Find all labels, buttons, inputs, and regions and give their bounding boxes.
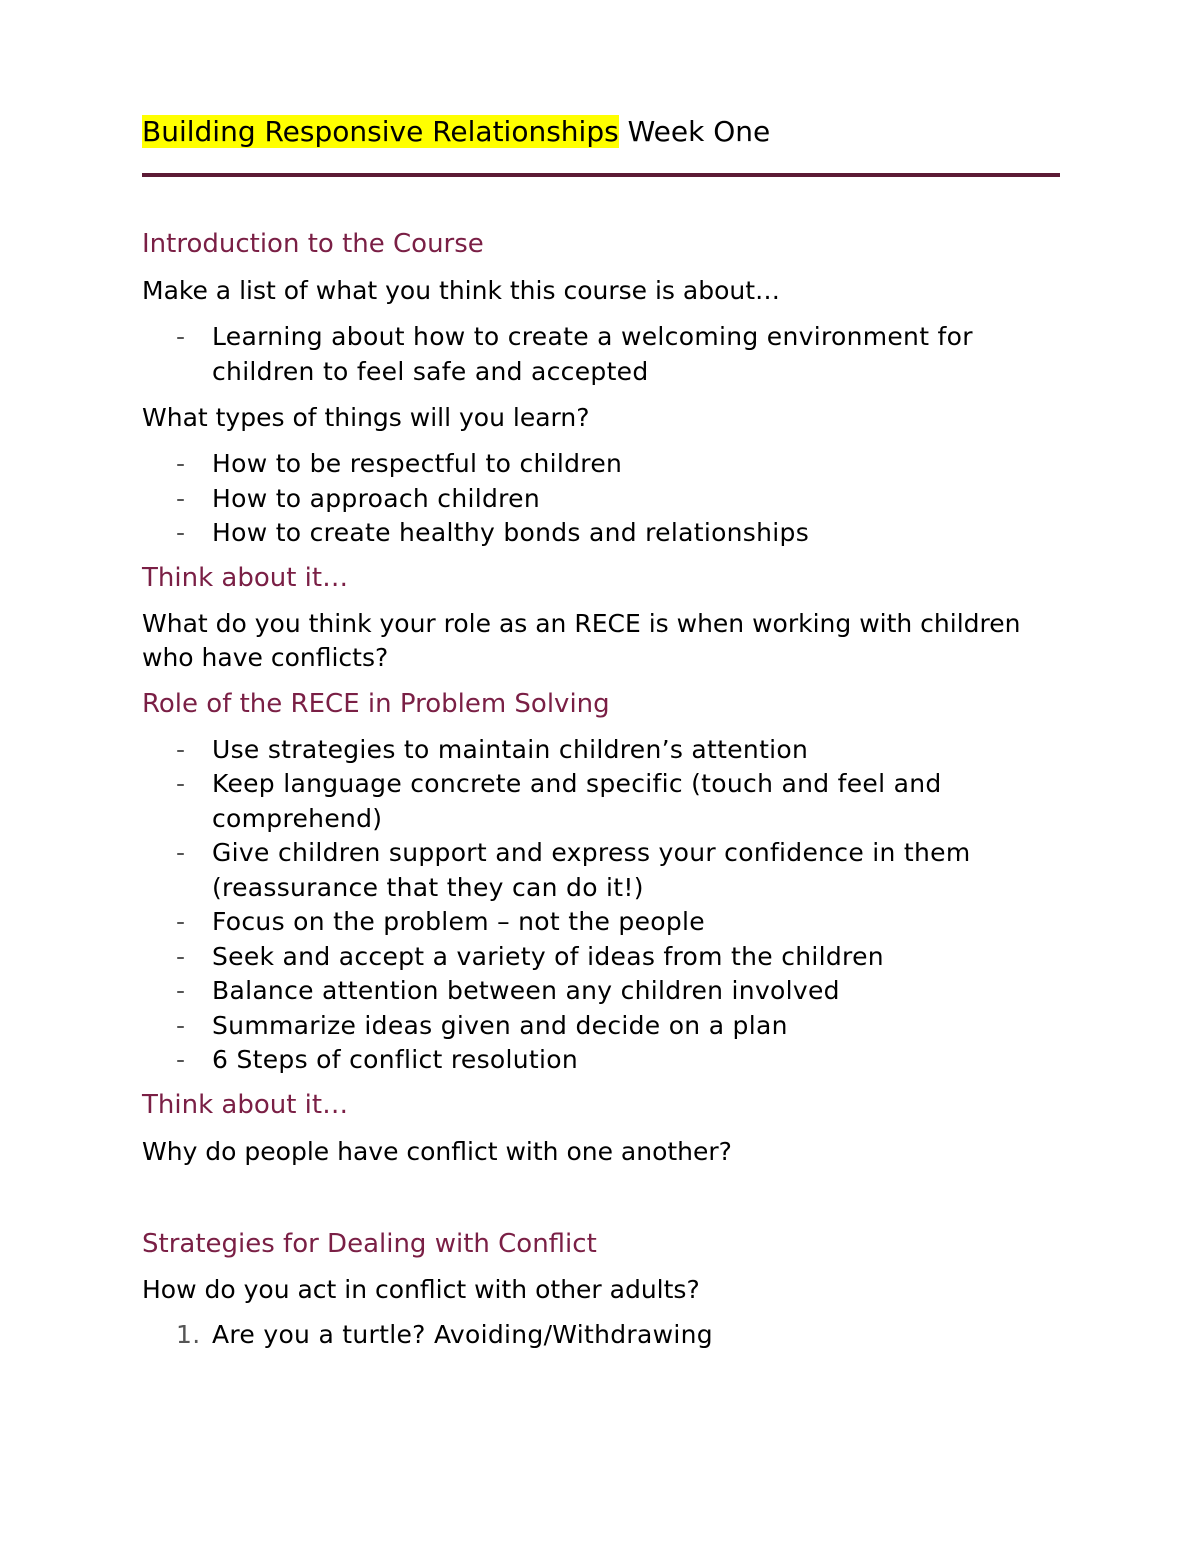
bullet-marker: - (176, 1010, 186, 1040)
list-item-text: How to be respectful to children (212, 449, 623, 478)
intro-prompt-2: What types of things will you learn? (142, 403, 590, 432)
intro-prompt-1: Make a list of what you think this course is about… (142, 276, 781, 305)
section-heading-think-2: Think about it… (142, 1089, 349, 1120)
strategies-prompt: How do you act in conflict with other adults? (142, 1274, 700, 1304)
bullet-marker: - (176, 518, 186, 547)
list-item (142, 836, 1060, 905)
list-item-text: Summarize ideas given and decide on a plan (212, 1010, 788, 1040)
list-item (142, 482, 1060, 517)
bullet-marker: - (176, 734, 186, 764)
title-highlighted-text: Building Responsive Relationships (142, 115, 619, 148)
section-heading-strategies: Strategies for Dealing with Conflict (142, 1228, 597, 1259)
role-list (142, 733, 1060, 1078)
title-divider (142, 173, 1060, 177)
section-heading-intro: Introduction to the Course (142, 229, 484, 259)
think-2-text: Why do people have conflict with one another? (142, 1136, 732, 1166)
list-item-text: Focus on the problem – not the people (212, 907, 705, 936)
list-item-text: Use strategies to maintain children’s attention (212, 734, 809, 764)
list-item (142, 1043, 1060, 1078)
list-item-text: 6 Steps of conflict resolution (212, 1045, 578, 1074)
list-item-text: Learning about how to create a welcoming environment for children to feel safe and accepted (212, 322, 973, 386)
strategies-list (142, 1318, 1060, 1353)
list-item (142, 733, 1060, 768)
bullet-marker: - (176, 838, 186, 867)
section-heading-think-1: Think about it… (142, 562, 349, 593)
section-heading-role: Role of the RECE in Problem Solving (142, 688, 610, 719)
bullet-marker: - (176, 769, 186, 798)
intro-list-2 (142, 447, 1060, 551)
bullet-marker: - (176, 976, 186, 1005)
number-marker: 1. (176, 1319, 201, 1349)
list-item-text: Are you a turtle? Avoiding/Withdrawing (212, 1319, 713, 1349)
bullet-marker: - (176, 907, 186, 936)
list-item (142, 905, 1060, 940)
list-item-text: How to create healthy bonds and relationships (212, 518, 810, 547)
list-item (142, 1009, 1060, 1044)
document-page (142, 112, 1060, 1352)
bullet-marker: - (176, 449, 186, 478)
list-item (142, 1318, 1060, 1353)
list-item (142, 940, 1060, 975)
think-1-text: What do you think your role as an RECE is when working with children who have conflicts? (142, 608, 1021, 672)
list-item (142, 320, 1060, 389)
list-item-text: Balance attention between any children involved (212, 976, 840, 1005)
list-item-text: How to approach children (212, 483, 540, 513)
list-item-text: Seek and accept a variety of ideas from the children (212, 941, 884, 971)
bullet-marker: - (176, 322, 186, 351)
intro-list-1 (142, 320, 1060, 389)
list-item (142, 974, 1060, 1009)
list-item-text: Keep language concrete and specific (touch and feel and comprehend) (212, 769, 942, 833)
bullet-marker: - (176, 941, 186, 971)
list-item (142, 447, 1060, 482)
list-item (142, 516, 1060, 551)
bullet-marker: - (176, 483, 186, 513)
list-item (142, 767, 1060, 836)
document-title (142, 112, 1060, 152)
list-item-text: Give children support and express your confidence in them (reassurance that they can do it!) (212, 838, 971, 902)
bullet-marker: - (176, 1045, 186, 1074)
title-rest-text: Week One (618, 115, 771, 148)
